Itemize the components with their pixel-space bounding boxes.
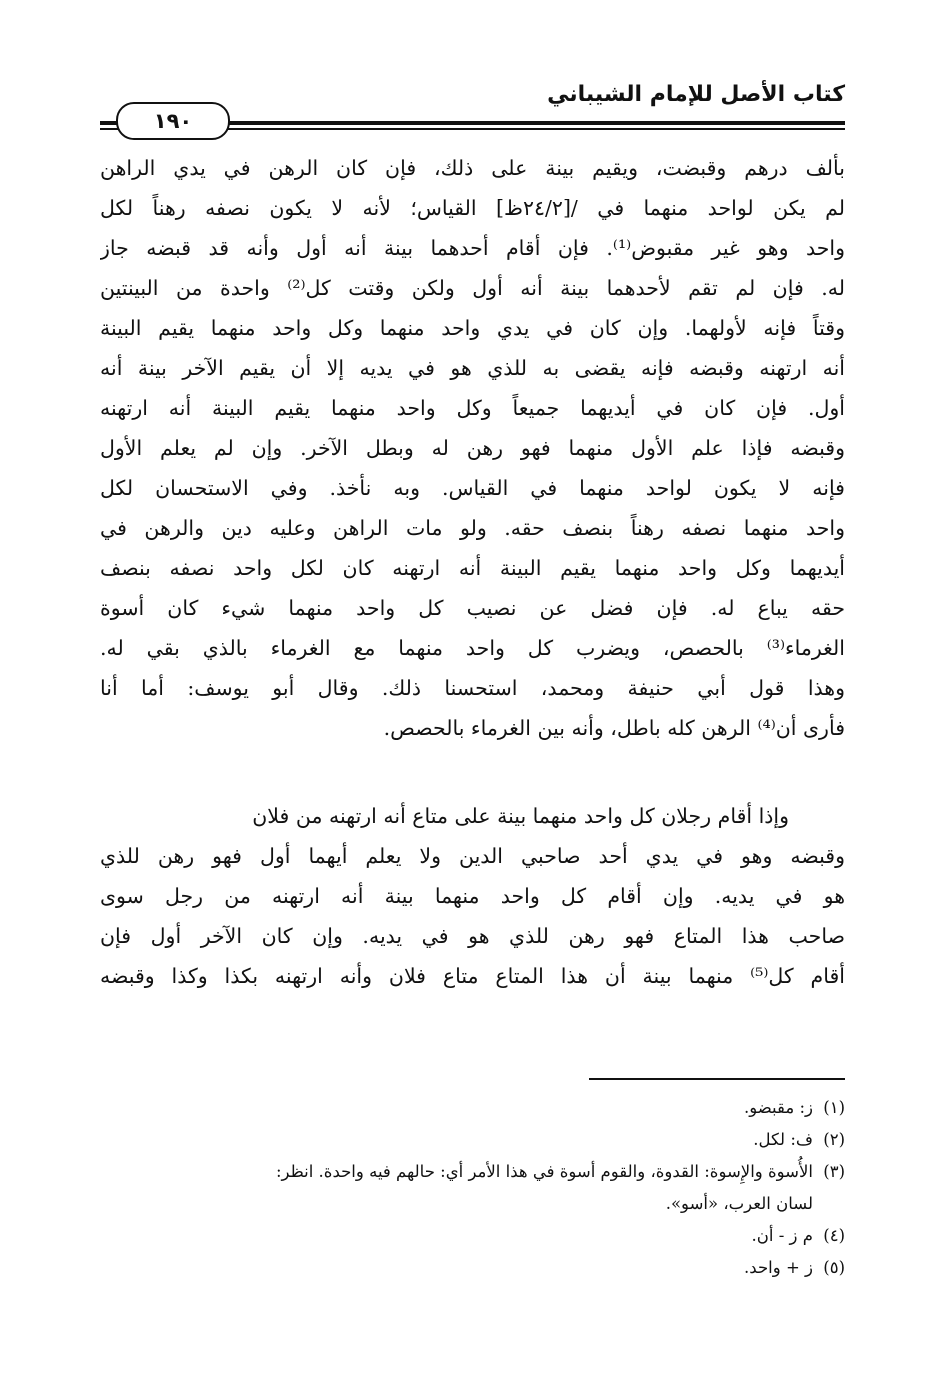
footnote-text [100, 1220, 813, 1252]
footnote-number: (١) [823, 1098, 845, 1117]
text-line: أقام كل⁽⁵⁾ منهما بينة أن هذا المتاع متاع فلان وأنه ارتهنه بكذا وكذا وقبضه [100, 964, 845, 988]
footnote-text [100, 1092, 813, 1124]
text-line: لم يكن لواحد منهما في /[٢٤/٢ظ] القياس؛ لأنه لا يكون نصفه رهناً لكل [100, 196, 845, 220]
text-line: وإذا أقام رجلان كل واحد منهما بينة على متاع أنه ارتهنه من فلان [252, 804, 789, 828]
text-line: واحد وهو غير مقبوض⁽¹⁾. فإن أقام أحدهما بينة أنه أول وأنه قد قبضه جاز [100, 236, 845, 260]
text-line: أيديهما وكل واحد منهما يقيم البينة أنه ارتهنه كان لكل واحد نصفه بنصف [100, 556, 845, 580]
footnote-line: ف: لكل. [753, 1130, 813, 1149]
paragraph-gap [100, 748, 845, 796]
footnote-line: لسان العرب، «أسو». [665, 1194, 813, 1213]
footnote-separator [589, 1078, 845, 1080]
text-line: له. فإن لم تقم لأحدهما بينة أنه أول ولكن وقتت كل⁽²⁾ واحدة من البينتين [100, 276, 845, 300]
text-line: أول. فإن كان في أيديهما جميعاً وكل واحد منهما يقيم البينة أنه ارتهنه [100, 396, 845, 420]
text-line: أنه ارتهنه وقبضه فإنه يقضى به للذي هو في يديه إلا أن يقيم الآخر بينة أنه [100, 356, 845, 380]
paragraph-1 [100, 148, 845, 748]
text-line: الغرماء⁽³⁾ بالحصص، ويضرب كل واحد منهما مع الغرماء بالذي بقي له. [100, 636, 845, 660]
footnote [100, 1092, 845, 1124]
book-title: كتاب الأصل للإمام الشيباني [547, 82, 845, 107]
footnote-number: (٥) [823, 1258, 845, 1277]
text-line: وقتاً فإنه لأولهما. وإن كان في يدي واحد منهما وكل واحد منهما يقيم البينة [100, 316, 845, 340]
text-line: وقبضه فإذا علم الأول منهما فهو رهن له وبطل الآخر. وإن لم يعلم الأول [100, 436, 845, 460]
text-line: هو في يديه. وإن أقام كل واحد منهما بينة أنه ارتهنه من رجل سوى [100, 884, 845, 908]
footnote-text [100, 1252, 813, 1284]
text-line: واحد منهما نصفه رهناً بنصف حقه. ولو مات الراهن وعليه دين والرهن في [100, 516, 845, 540]
footnote [100, 1220, 845, 1252]
text-line: حقه يباع له. فإن فضل عن نصيب كل واحد منهما شيء كان أسوة [100, 596, 845, 620]
footnotes [100, 1092, 845, 1284]
text-line: وقبضه وهو في يدي أحد صاحبي الدين ولا يعلم أيهما أول فهو رهن للذي [100, 844, 845, 868]
footnote-line: م ز - أن. [751, 1226, 813, 1245]
footnote [100, 1124, 845, 1156]
text-line: فإنه لا يكون لواحد منهما في القياس. وبه نأخذ. وفي الاستحسان لكل [100, 476, 845, 500]
footnote-number: (٣) [823, 1162, 845, 1181]
footnote [100, 1156, 845, 1220]
footnote-number: (٤) [823, 1226, 845, 1245]
text-line: فأرى أن⁽⁴⁾ الرهن كله باطل، وأنه بين الغرماء بالحصص. [383, 716, 845, 740]
text-line: وهذا قول أبي حنيفة ومحمد، استحسنا ذلك. وقال أبو يوسف: أما أنا [100, 676, 845, 700]
page-number: ١٩٠ [116, 102, 230, 140]
footnote-number: (٢) [823, 1130, 845, 1149]
page-header [100, 78, 845, 138]
footnote-line: ز: مقبضو. [743, 1098, 813, 1117]
main-text [100, 148, 845, 996]
footnote [100, 1252, 845, 1284]
footnote-text [100, 1124, 813, 1156]
footnote-line: الأُسوة والإِسوة: القدوة، والقوم أسوة في هذا الأمر أي: حالهم فيه واحدة. انظر: [275, 1162, 813, 1181]
text-line: بألف درهم وقبضت، ويقيم بينة على ذلك، فإن كان الرهن في يدي الراهن [100, 156, 845, 180]
footnote-text [100, 1156, 813, 1220]
footnote-line: ز + واحد. [744, 1258, 813, 1277]
paragraph-2 [100, 796, 845, 996]
text-line: صاحب هذا المتاع فهو رهن للذي هو في يديه. وإن كان الآخر أول فإن [100, 924, 845, 948]
